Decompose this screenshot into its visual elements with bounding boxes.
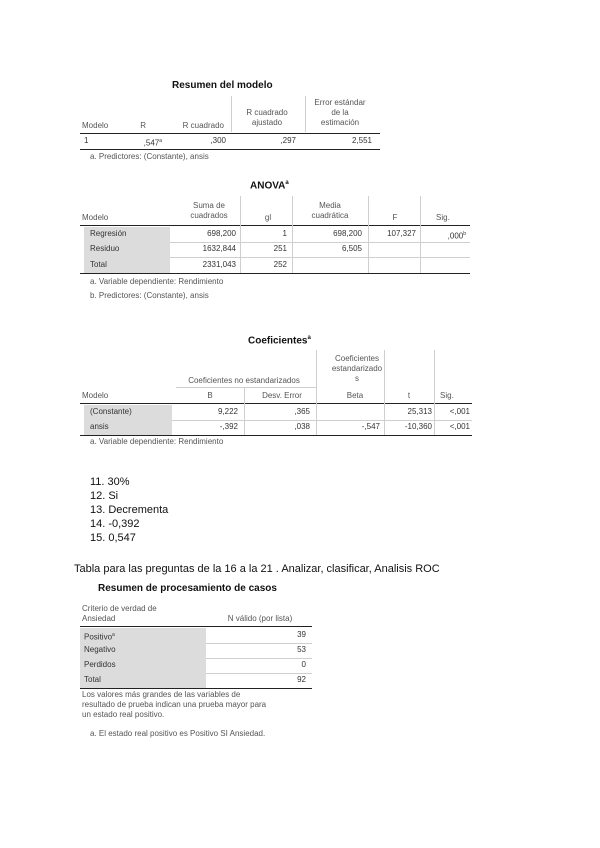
answers-list xyxy=(90,475,168,545)
answer-item: 13. Decrementa xyxy=(90,504,169,516)
casos-title: Resumen de procesamiento de casos xyxy=(98,583,277,594)
anova-header-sig: Sig. xyxy=(436,213,450,222)
coef-title: Coeficientes$^a$ xyxy=(248,335,311,347)
anova-row-suma: 698,200 xyxy=(207,229,236,238)
anova-row-gl: 252 xyxy=(273,260,287,269)
answer-item: 11. 30% xyxy=(90,476,130,488)
coef-row-b: -,392 xyxy=(219,422,238,431)
casos-row-n: 53 xyxy=(297,645,306,654)
coef-header-b: B xyxy=(207,391,213,400)
anova-row-media: 698,200 xyxy=(333,229,362,238)
coef-header-desv: Desv. Error xyxy=(262,391,302,400)
resumen-row-r2: ,300 xyxy=(210,136,226,145)
resumen-row-r2aj: ,297 xyxy=(280,136,296,145)
casos-row-n: 92 xyxy=(297,675,306,684)
anova-title: ANOVA$^a$ xyxy=(250,180,289,192)
resumen-header-r2: R cuadrado xyxy=(182,121,224,130)
resumen-header-r2aj: R cuadrado ajustado xyxy=(246,108,288,127)
coef-row-sig: <,001 xyxy=(449,422,470,431)
resumen-header-error: Error estándar de la estimación xyxy=(314,98,366,127)
resumen-header-r: R xyxy=(140,121,146,130)
anova-row-label: Total xyxy=(90,260,107,269)
answer-item: 14. -0,392 xyxy=(90,518,140,530)
anova-row-suma: 2331,043 xyxy=(202,260,236,269)
casos-row-label: Perdidos xyxy=(84,660,116,669)
coef-header-sig: Sig. xyxy=(440,391,454,400)
tabla-paragraph: Tabla para las preguntas de la 16 a la 21 . Analizar, clasificar, Analisis ROC xyxy=(74,563,440,575)
casos-row-n: 39 xyxy=(297,630,306,639)
coef-row-beta: -,547 xyxy=(361,422,380,431)
resumen-row-r: ,547$^a$ xyxy=(143,138,162,148)
coef-header-beta: Beta xyxy=(346,391,364,400)
anova-note-b: b. Predictores: (Constante), ansis xyxy=(90,291,209,300)
coef-row-t: -10,360 xyxy=(404,422,432,431)
coef-row-label: ansis xyxy=(90,422,109,431)
resumen-note: a. Predictores: (Constante), ansis xyxy=(90,152,209,161)
anova-row-gl: 1 xyxy=(282,229,287,238)
coef-row-desv: ,365 xyxy=(294,407,310,416)
casos-note: a. El estado real positivo es Positivo SI Ansiedad. xyxy=(90,729,266,738)
anova-header-f: F xyxy=(392,213,398,222)
coef-note: a. Variable dependiente: Rendimiento xyxy=(90,437,224,446)
anova-row-media: 6,505 xyxy=(341,244,362,253)
anova-header-suma: Suma de cuadrados xyxy=(190,201,228,220)
anova-row-label: Residuo xyxy=(90,244,120,253)
anova-row-suma: 1632,844 xyxy=(202,244,236,253)
anova-row-gl: 251 xyxy=(273,244,287,253)
anova-header-modelo: Modelo xyxy=(82,213,109,222)
coef-header-noest: Coeficientes no estandarizados xyxy=(188,376,300,385)
anova-row-f: 107,327 xyxy=(387,229,416,238)
anova-row-label: Regresión xyxy=(90,229,127,238)
answer-item: 15. 0,547 xyxy=(90,532,136,544)
anova-row-sig: ,000$^b$ xyxy=(447,231,466,241)
resumen-title: Resumen del modelo xyxy=(172,80,273,91)
coef-row-sig: <,001 xyxy=(449,407,470,416)
resumen-row-error: 2,551 xyxy=(351,136,372,145)
coef-row-b: 9,222 xyxy=(217,407,238,416)
casos-footer: Los valores más grandes de las variables de resultado de prueba indican una prueba mayor para un estado real positivo. xyxy=(82,690,267,719)
resumen-row-modelo: 1 xyxy=(84,136,89,145)
coef-row-label: (Constante) xyxy=(90,407,132,416)
casos-row-label: Negativo xyxy=(84,645,116,654)
anova-note-a: a. Variable dependiente: Rendimiento xyxy=(90,277,224,286)
anova-header-gl: gl xyxy=(264,213,272,222)
coef-header-est: Coeficientes estandarizado s xyxy=(331,354,383,383)
answer-item: 12. Si xyxy=(90,490,119,502)
casos-header-criterio: Criterio de verdad de Ansiedad xyxy=(82,604,157,623)
coef-header-t: t xyxy=(407,391,411,400)
casos-row-n: 0 xyxy=(301,660,306,669)
casos-header-n: N válido (por lista) xyxy=(227,614,293,623)
anova-header-media: Media cuadrática xyxy=(311,201,349,220)
casos-row-label: Positivo$^a$ xyxy=(84,632,115,642)
coef-row-t: 25,313 xyxy=(407,407,432,416)
resumen-header-modelo: Modelo xyxy=(82,121,109,130)
casos-row-label: Total xyxy=(84,675,101,684)
coef-row-desv: ,038 xyxy=(294,422,310,431)
coef-header-modelo: Modelo xyxy=(82,391,109,400)
